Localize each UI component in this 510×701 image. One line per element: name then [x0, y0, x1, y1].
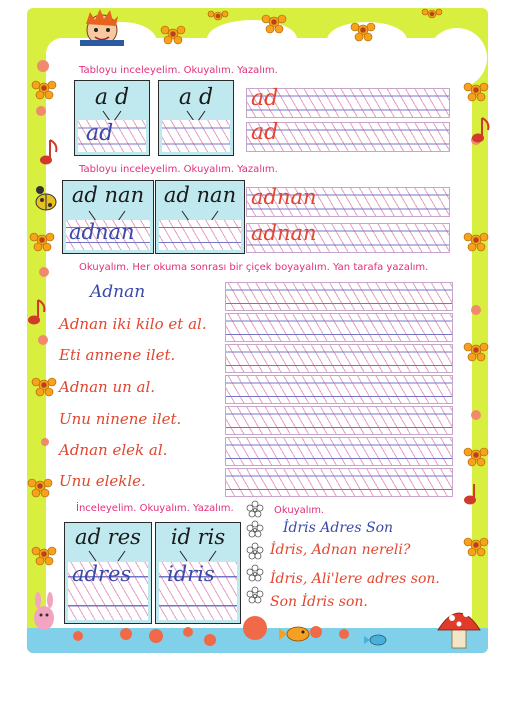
flower-icon: [464, 538, 488, 556]
reading-line: Adnan elek al.: [59, 441, 168, 459]
writing-row[interactable]: [225, 468, 453, 497]
flower-icon: [351, 23, 375, 41]
circle-dot-icon: [339, 629, 349, 639]
model-word: ad: [251, 86, 279, 111]
flower-icon: [32, 547, 56, 565]
flower-outline-icon: [247, 501, 263, 517]
card-bottom-text: adnan: [69, 220, 135, 244]
reading-line: Adnan un al.: [59, 378, 156, 396]
reading-line: İdris Adres Son: [283, 520, 394, 536]
writing-row[interactable]: [225, 313, 453, 342]
card-top-text: a d: [178, 85, 214, 110]
writing-lines[interactable]: [162, 120, 230, 152]
flowers-column: [244, 500, 266, 610]
reading-line: Son İdris son.: [270, 594, 368, 610]
card-top-text: ad nan: [163, 183, 237, 207]
writing-row[interactable]: [225, 406, 453, 435]
section2-instruction: Tabloyu inceleyelim. Okuyalım. Yazalım.: [79, 164, 278, 175]
section1-card1: [74, 80, 150, 156]
model-word: adnan: [251, 221, 317, 245]
reading-heading: Adnan: [90, 282, 146, 302]
writing-row[interactable]: [225, 282, 453, 311]
circle-dot-icon: [36, 106, 46, 116]
model-word: adnan: [251, 185, 317, 209]
section1-card2: [158, 80, 234, 156]
section5-instruction: Okuyalım.: [274, 505, 325, 516]
section4-instruction: İnceleyelim. Okuyalım. Yazalım.: [76, 503, 234, 514]
fish-icon: [364, 635, 386, 645]
writing-row[interactable]: [225, 344, 453, 373]
circle-dot-icon: [149, 629, 163, 643]
section4-card2: [155, 522, 241, 624]
flower-outline-icon: [247, 587, 263, 603]
flower-icon: [30, 233, 54, 251]
section1-instruction: Tabloyu inceleyelim. Okuyalım. Yazalım.: [79, 65, 278, 76]
flower-outline-icon: [247, 521, 263, 537]
flower-icon: [208, 11, 228, 20]
circle-dot-icon: [37, 60, 49, 72]
section2-card2: [155, 180, 245, 254]
card-top-text: id ris: [170, 525, 226, 549]
reading-line: İdris, Ali'lere adres son.: [270, 571, 440, 587]
flower-icon: [161, 26, 185, 44]
circle-dot-icon: [73, 631, 83, 641]
flower-icon: [32, 378, 56, 396]
flower-icon: [464, 343, 488, 361]
writing-row[interactable]: [225, 375, 453, 404]
card-top-text: ad nan: [71, 183, 145, 207]
section4-card1: [64, 522, 152, 624]
circle-dot-icon: [38, 335, 48, 345]
flower-icon: [28, 479, 52, 497]
music-note-icon: [41, 140, 56, 164]
section3-instruction: Okuyalım. Her okuma sonrası bir çiçek boyayalım. Yan tarafa yazalım.: [79, 262, 429, 273]
ladybug-icon: [36, 186, 56, 210]
reading-line: Adnan iki kilo et al.: [59, 315, 207, 333]
writing-lines[interactable]: [159, 220, 241, 250]
flower-outline-icon: [247, 565, 263, 581]
circle-dot-icon: [183, 627, 193, 637]
flower-icon: [262, 15, 286, 33]
circle-dot-icon: [471, 305, 481, 315]
mushroom-icon: [438, 611, 480, 648]
flower-icon: [464, 83, 488, 101]
card-bottom-text: ad: [86, 121, 114, 146]
card-top-text: a d: [94, 85, 130, 110]
music-note-icon: [473, 118, 488, 142]
card-bottom-text: adres: [72, 562, 132, 586]
card-bottom-text: idris: [167, 562, 215, 586]
circle-dot-icon: [471, 410, 481, 420]
music-note-icon: [465, 484, 475, 504]
fish-icon: [279, 627, 309, 641]
reading-line: Unu elekle.: [59, 472, 146, 490]
circle-dot-icon: [204, 634, 216, 646]
card-top-text: ad res: [75, 525, 141, 549]
flower-icon: [464, 448, 488, 466]
circle-dot-icon: [120, 628, 132, 640]
flower-icon: [32, 81, 56, 99]
flower-outline-icon: [247, 543, 263, 559]
bunny-icon: [34, 592, 54, 630]
boy-face-icon: [80, 9, 124, 46]
reading-line: Unu ninene ilet.: [59, 410, 182, 428]
model-word: ad: [251, 120, 279, 145]
flower-icon: [422, 9, 442, 18]
circle-dot-icon: [243, 616, 267, 640]
section2-card1: [62, 180, 154, 254]
flower-icon: [464, 233, 488, 251]
reading-line: İdris, Adnan nereli?: [270, 542, 411, 558]
writing-row[interactable]: [225, 437, 453, 466]
circle-dot-icon: [41, 438, 49, 446]
music-note-icon: [29, 300, 44, 324]
reading-line: Eti annene ilet.: [59, 346, 176, 364]
circle-dot-icon: [39, 267, 49, 277]
circle-dot-icon: [310, 626, 322, 638]
